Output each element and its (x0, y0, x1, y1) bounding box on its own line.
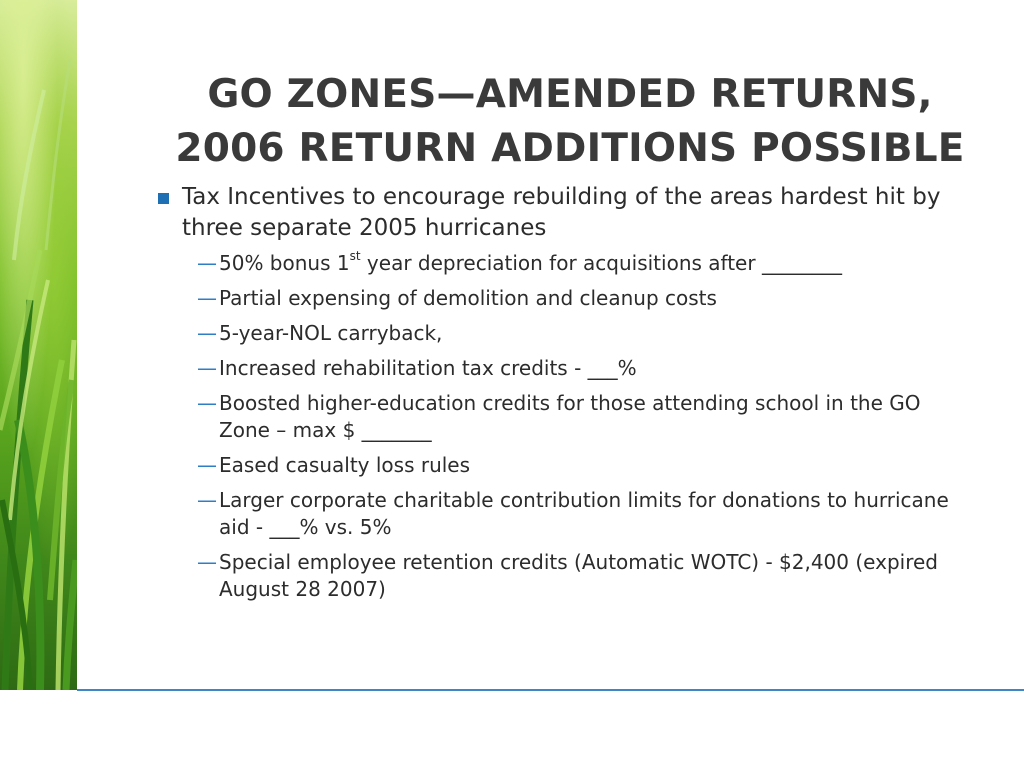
sub-bullet-text-part: year depreciation for acquisitions after ________ (360, 251, 842, 275)
bullet-item (155, 182, 975, 244)
dash-bullet-icon: — (197, 488, 217, 512)
sub-bullet-item (197, 549, 975, 603)
bullet-text: Tax Incentives to encourage rebuilding of the areas hardest hit by three separate 2005 hurricanes (182, 184, 941, 241)
sub-bullet-text: Special employee retention credits (Automatic WOTC) - $2,400 (expired August 28 2007) (219, 550, 938, 601)
sub-bullet-text: 5-year-NOL carryback, (219, 321, 443, 345)
sub-bullet-text-part: 50% bonus 1 (219, 251, 350, 275)
sub-bullet-text (219, 251, 842, 275)
sub-bullet-text: Eased casualty loss rules (219, 453, 471, 477)
sub-bullet-item (197, 355, 975, 382)
slide-title (150, 68, 990, 176)
grass-image (0, 0, 77, 690)
dash-bullet-icon: — (197, 321, 217, 345)
sub-bullet-text: Boosted higher-education credits for those attending school in the GO Zone – max $ _______ (219, 391, 921, 442)
dash-bullet-icon: — (197, 286, 217, 310)
title-line-1: GO ZONES—AMENDED RETURNS, (207, 72, 933, 117)
footer-divider (77, 689, 1024, 691)
dash-bullet-icon: — (197, 550, 217, 574)
sub-bullet-item (197, 487, 975, 541)
sub-bullet-item (197, 320, 975, 347)
square-bullet-icon (158, 193, 169, 204)
grass-blades-graphic (0, 0, 77, 690)
slide-body (155, 182, 975, 611)
sub-bullet-item (197, 285, 975, 312)
sub-bullet-text: Larger corporate charitable contribution limits for donations to hurricane aid - ___% vs. 5% (219, 488, 949, 539)
dash-bullet-icon: — (197, 453, 217, 477)
title-line-2: 2006 RETURN ADDITIONS POSSIBLE (175, 126, 965, 171)
dash-bullet-icon: — (197, 391, 217, 415)
superscript: st (349, 249, 361, 264)
sub-bullet-text: Increased rehabilitation tax credits - ___% (219, 356, 637, 380)
dash-bullet-icon: — (197, 251, 217, 275)
sub-bullet-text: Partial expensing of demolition and cleanup costs (219, 286, 717, 310)
sub-bullet-item (197, 250, 975, 277)
sub-bullet-item (197, 390, 975, 444)
sub-bullet-item (197, 452, 975, 479)
dash-bullet-icon: — (197, 356, 217, 380)
